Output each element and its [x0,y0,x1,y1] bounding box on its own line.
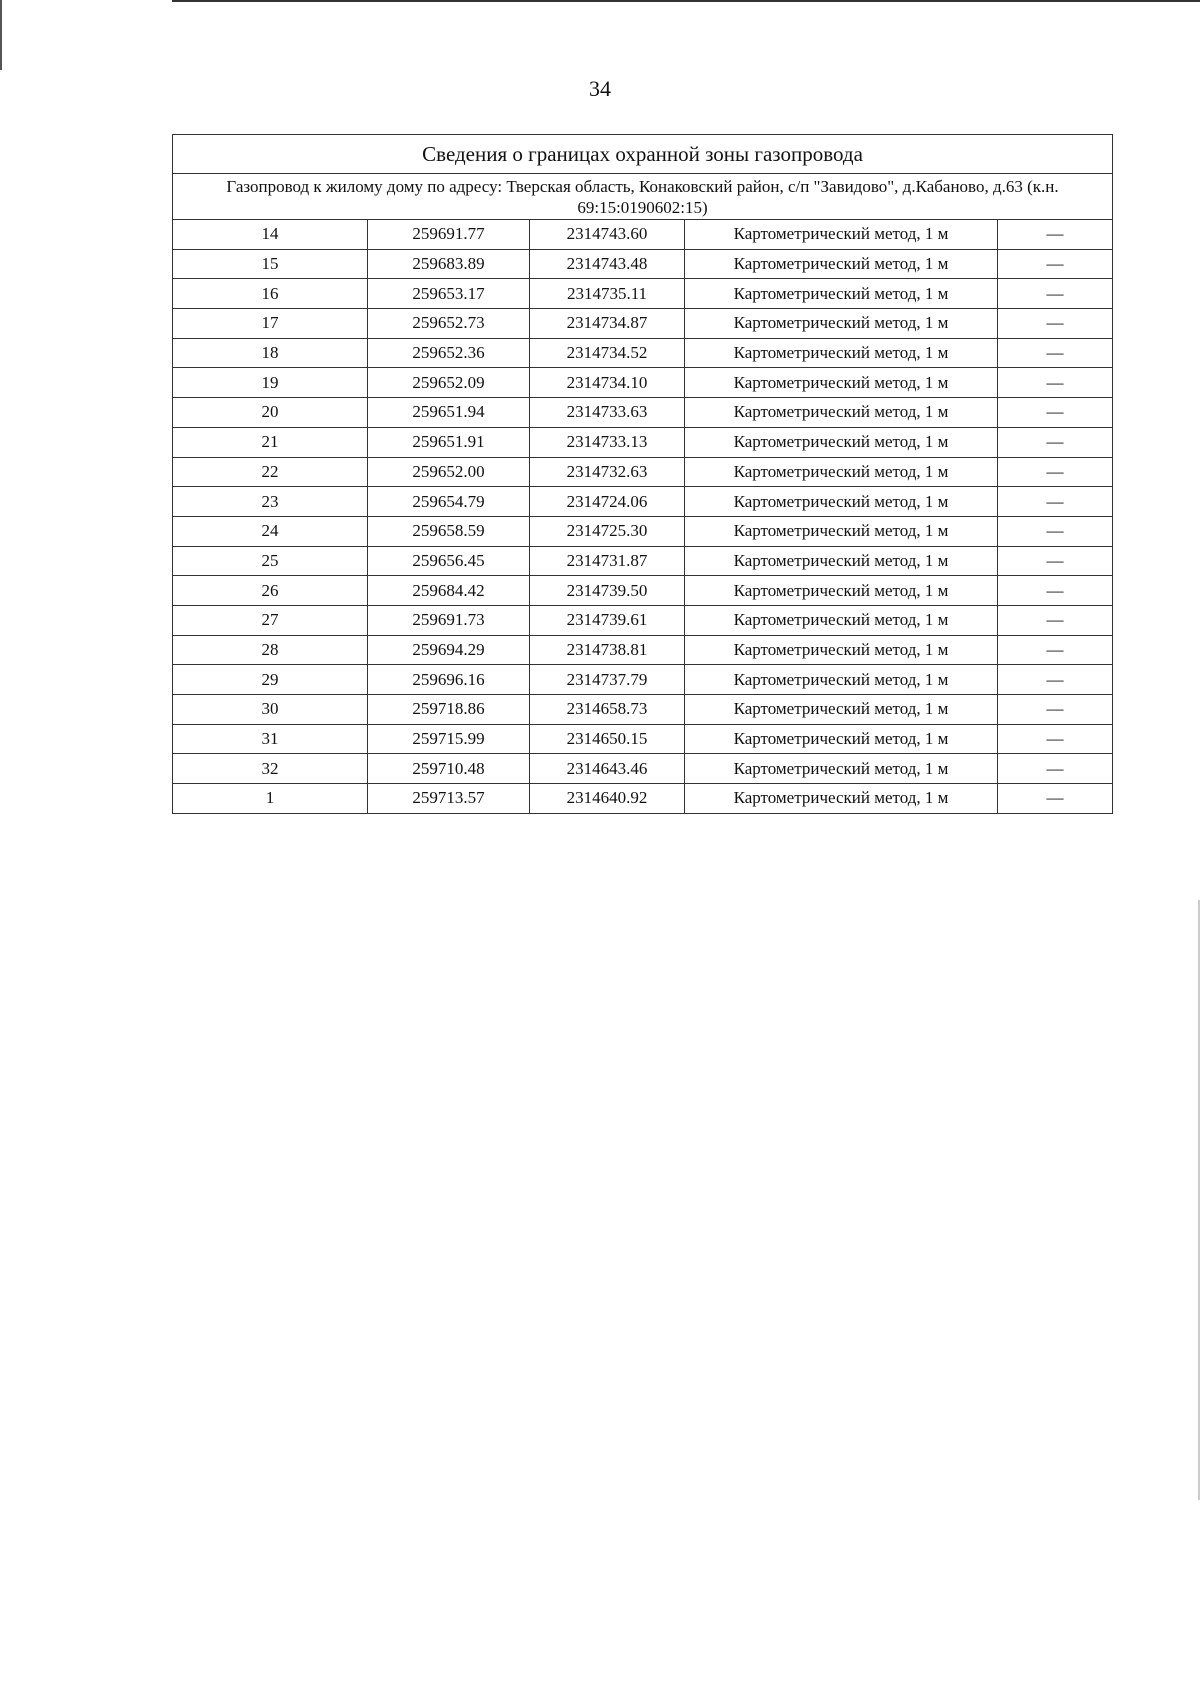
x-coordinate-cell: 259658.59 [368,516,530,546]
y-coordinate-cell: 2314658.73 [530,695,685,725]
page-top-border [172,0,1200,2]
x-coordinate-cell: 259710.48 [368,754,530,784]
description-cell: — [998,695,1113,725]
method-cell: Картометрический метод, 1 м [685,605,998,635]
boundary-table [172,134,1113,814]
x-coordinate-cell: 259694.29 [368,635,530,665]
scan-left-edge [0,0,2,70]
y-coordinate-cell: 2314724.06 [530,487,685,517]
point-number-cell: 32 [173,754,368,784]
method-cell: Картометрический метод, 1 м [685,784,998,814]
method-cell: Картометрический метод, 1 м [685,368,998,398]
point-number-cell: 27 [173,605,368,635]
y-coordinate-cell: 2314733.63 [530,398,685,428]
point-number-cell: 25 [173,546,368,576]
point-number-cell: 19 [173,368,368,398]
method-cell: Картометрический метод, 1 м [685,516,998,546]
method-cell: Картометрический метод, 1 м [685,665,998,695]
table-row [173,457,1113,487]
description-cell: — [998,338,1113,368]
table-title-row [173,135,1113,174]
x-coordinate-cell: 259691.77 [368,220,530,250]
method-cell: Картометрический метод, 1 м [685,576,998,606]
method-cell: Картометрический метод, 1 м [685,398,998,428]
y-coordinate-cell: 2314725.30 [530,516,685,546]
method-cell: Картометрический метод, 1 м [685,338,998,368]
description-cell: — [998,754,1113,784]
y-coordinate-cell: 2314734.52 [530,338,685,368]
method-cell: Картометрический метод, 1 м [685,279,998,309]
point-number-cell: 30 [173,695,368,725]
method-cell: Картометрический метод, 1 м [685,427,998,457]
y-coordinate-cell: 2314743.48 [530,249,685,279]
x-coordinate-cell: 259652.09 [368,368,530,398]
x-coordinate-cell: 259683.89 [368,249,530,279]
table-row [173,605,1113,635]
description-cell: — [998,368,1113,398]
method-cell: Картометрический метод, 1 м [685,724,998,754]
table-row [173,695,1113,725]
point-number-cell: 15 [173,249,368,279]
x-coordinate-cell: 259651.94 [368,398,530,428]
method-cell: Картометрический метод, 1 м [685,695,998,725]
y-coordinate-cell: 2314743.60 [530,220,685,250]
description-cell: — [998,398,1113,428]
table-subtitle: Газопровод к жилому дому по адресу: Тверская область, Конаковский район, с/п "Завидово", д.Кабаново, д.63 (к.н. 69:15:0190602:15) [173,174,1113,220]
x-coordinate-cell: 259696.16 [368,665,530,695]
table-subtitle-row [173,174,1113,220]
description-cell: — [998,487,1113,517]
table-row [173,635,1113,665]
point-number-cell: 28 [173,635,368,665]
point-number-cell: 26 [173,576,368,606]
x-coordinate-cell: 259652.00 [368,457,530,487]
point-number-cell: 22 [173,457,368,487]
y-coordinate-cell: 2314739.61 [530,605,685,635]
x-coordinate-cell: 259718.86 [368,695,530,725]
x-coordinate-cell: 259713.57 [368,784,530,814]
description-cell: — [998,546,1113,576]
y-coordinate-cell: 2314650.15 [530,724,685,754]
y-coordinate-cell: 2314735.11 [530,279,685,309]
y-coordinate-cell: 2314734.87 [530,309,685,339]
x-coordinate-cell: 259652.36 [368,338,530,368]
description-cell: — [998,309,1113,339]
table-row [173,516,1113,546]
description-cell: — [998,605,1113,635]
x-coordinate-cell: 259691.73 [368,605,530,635]
point-number-cell: 24 [173,516,368,546]
point-number-cell: 16 [173,279,368,309]
description-cell: — [998,516,1113,546]
table-row [173,724,1113,754]
x-coordinate-cell: 259715.99 [368,724,530,754]
table-row [173,338,1113,368]
y-coordinate-cell: 2314738.81 [530,635,685,665]
y-coordinate-cell: 2314732.63 [530,457,685,487]
description-cell: — [998,665,1113,695]
table-row [173,784,1113,814]
description-cell: — [998,279,1113,309]
method-cell: Картометрический метод, 1 м [685,754,998,784]
point-number-cell: 1 [173,784,368,814]
y-coordinate-cell: 2314643.46 [530,754,685,784]
description-cell: — [998,784,1113,814]
table-row [173,427,1113,457]
description-cell: — [998,635,1113,665]
page-number: 34 [589,76,611,101]
table-row [173,309,1113,339]
method-cell: Картометрический метод, 1 м [685,457,998,487]
method-cell: Картометрический метод, 1 м [685,546,998,576]
description-cell: — [998,220,1113,250]
description-cell: — [998,576,1113,606]
y-coordinate-cell: 2314733.13 [530,427,685,457]
x-coordinate-cell: 259651.91 [368,427,530,457]
method-cell: Картометрический метод, 1 м [685,487,998,517]
x-coordinate-cell: 259656.45 [368,546,530,576]
description-cell: — [998,724,1113,754]
point-number-cell: 18 [173,338,368,368]
table-row [173,368,1113,398]
x-coordinate-cell: 259654.79 [368,487,530,517]
table-title: Сведения о границах охранной зоны газопровода [173,135,1113,174]
point-number-cell: 29 [173,665,368,695]
point-number-cell: 23 [173,487,368,517]
point-number-cell: 20 [173,398,368,428]
method-cell: Картометрический метод, 1 м [685,220,998,250]
y-coordinate-cell: 2314739.50 [530,576,685,606]
description-cell: — [998,427,1113,457]
x-coordinate-cell: 259653.17 [368,279,530,309]
table-row [173,249,1113,279]
table-row [173,220,1113,250]
y-coordinate-cell: 2314640.92 [530,784,685,814]
method-cell: Картометрический метод, 1 м [685,249,998,279]
x-coordinate-cell: 259652.73 [368,309,530,339]
point-number-cell: 21 [173,427,368,457]
table-row [173,546,1113,576]
y-coordinate-cell: 2314731.87 [530,546,685,576]
point-number-cell: 14 [173,220,368,250]
table-row [173,279,1113,309]
table-row [173,487,1113,517]
table-row [173,665,1113,695]
table-row [173,576,1113,606]
description-cell: — [998,457,1113,487]
description-cell: — [998,249,1113,279]
x-coordinate-cell: 259684.42 [368,576,530,606]
point-number-cell: 17 [173,309,368,339]
table-row [173,754,1113,784]
table-row [173,398,1113,428]
point-number-cell: 31 [173,724,368,754]
method-cell: Картометрический метод, 1 м [685,635,998,665]
y-coordinate-cell: 2314734.10 [530,368,685,398]
y-coordinate-cell: 2314737.79 [530,665,685,695]
method-cell: Картометрический метод, 1 м [685,309,998,339]
